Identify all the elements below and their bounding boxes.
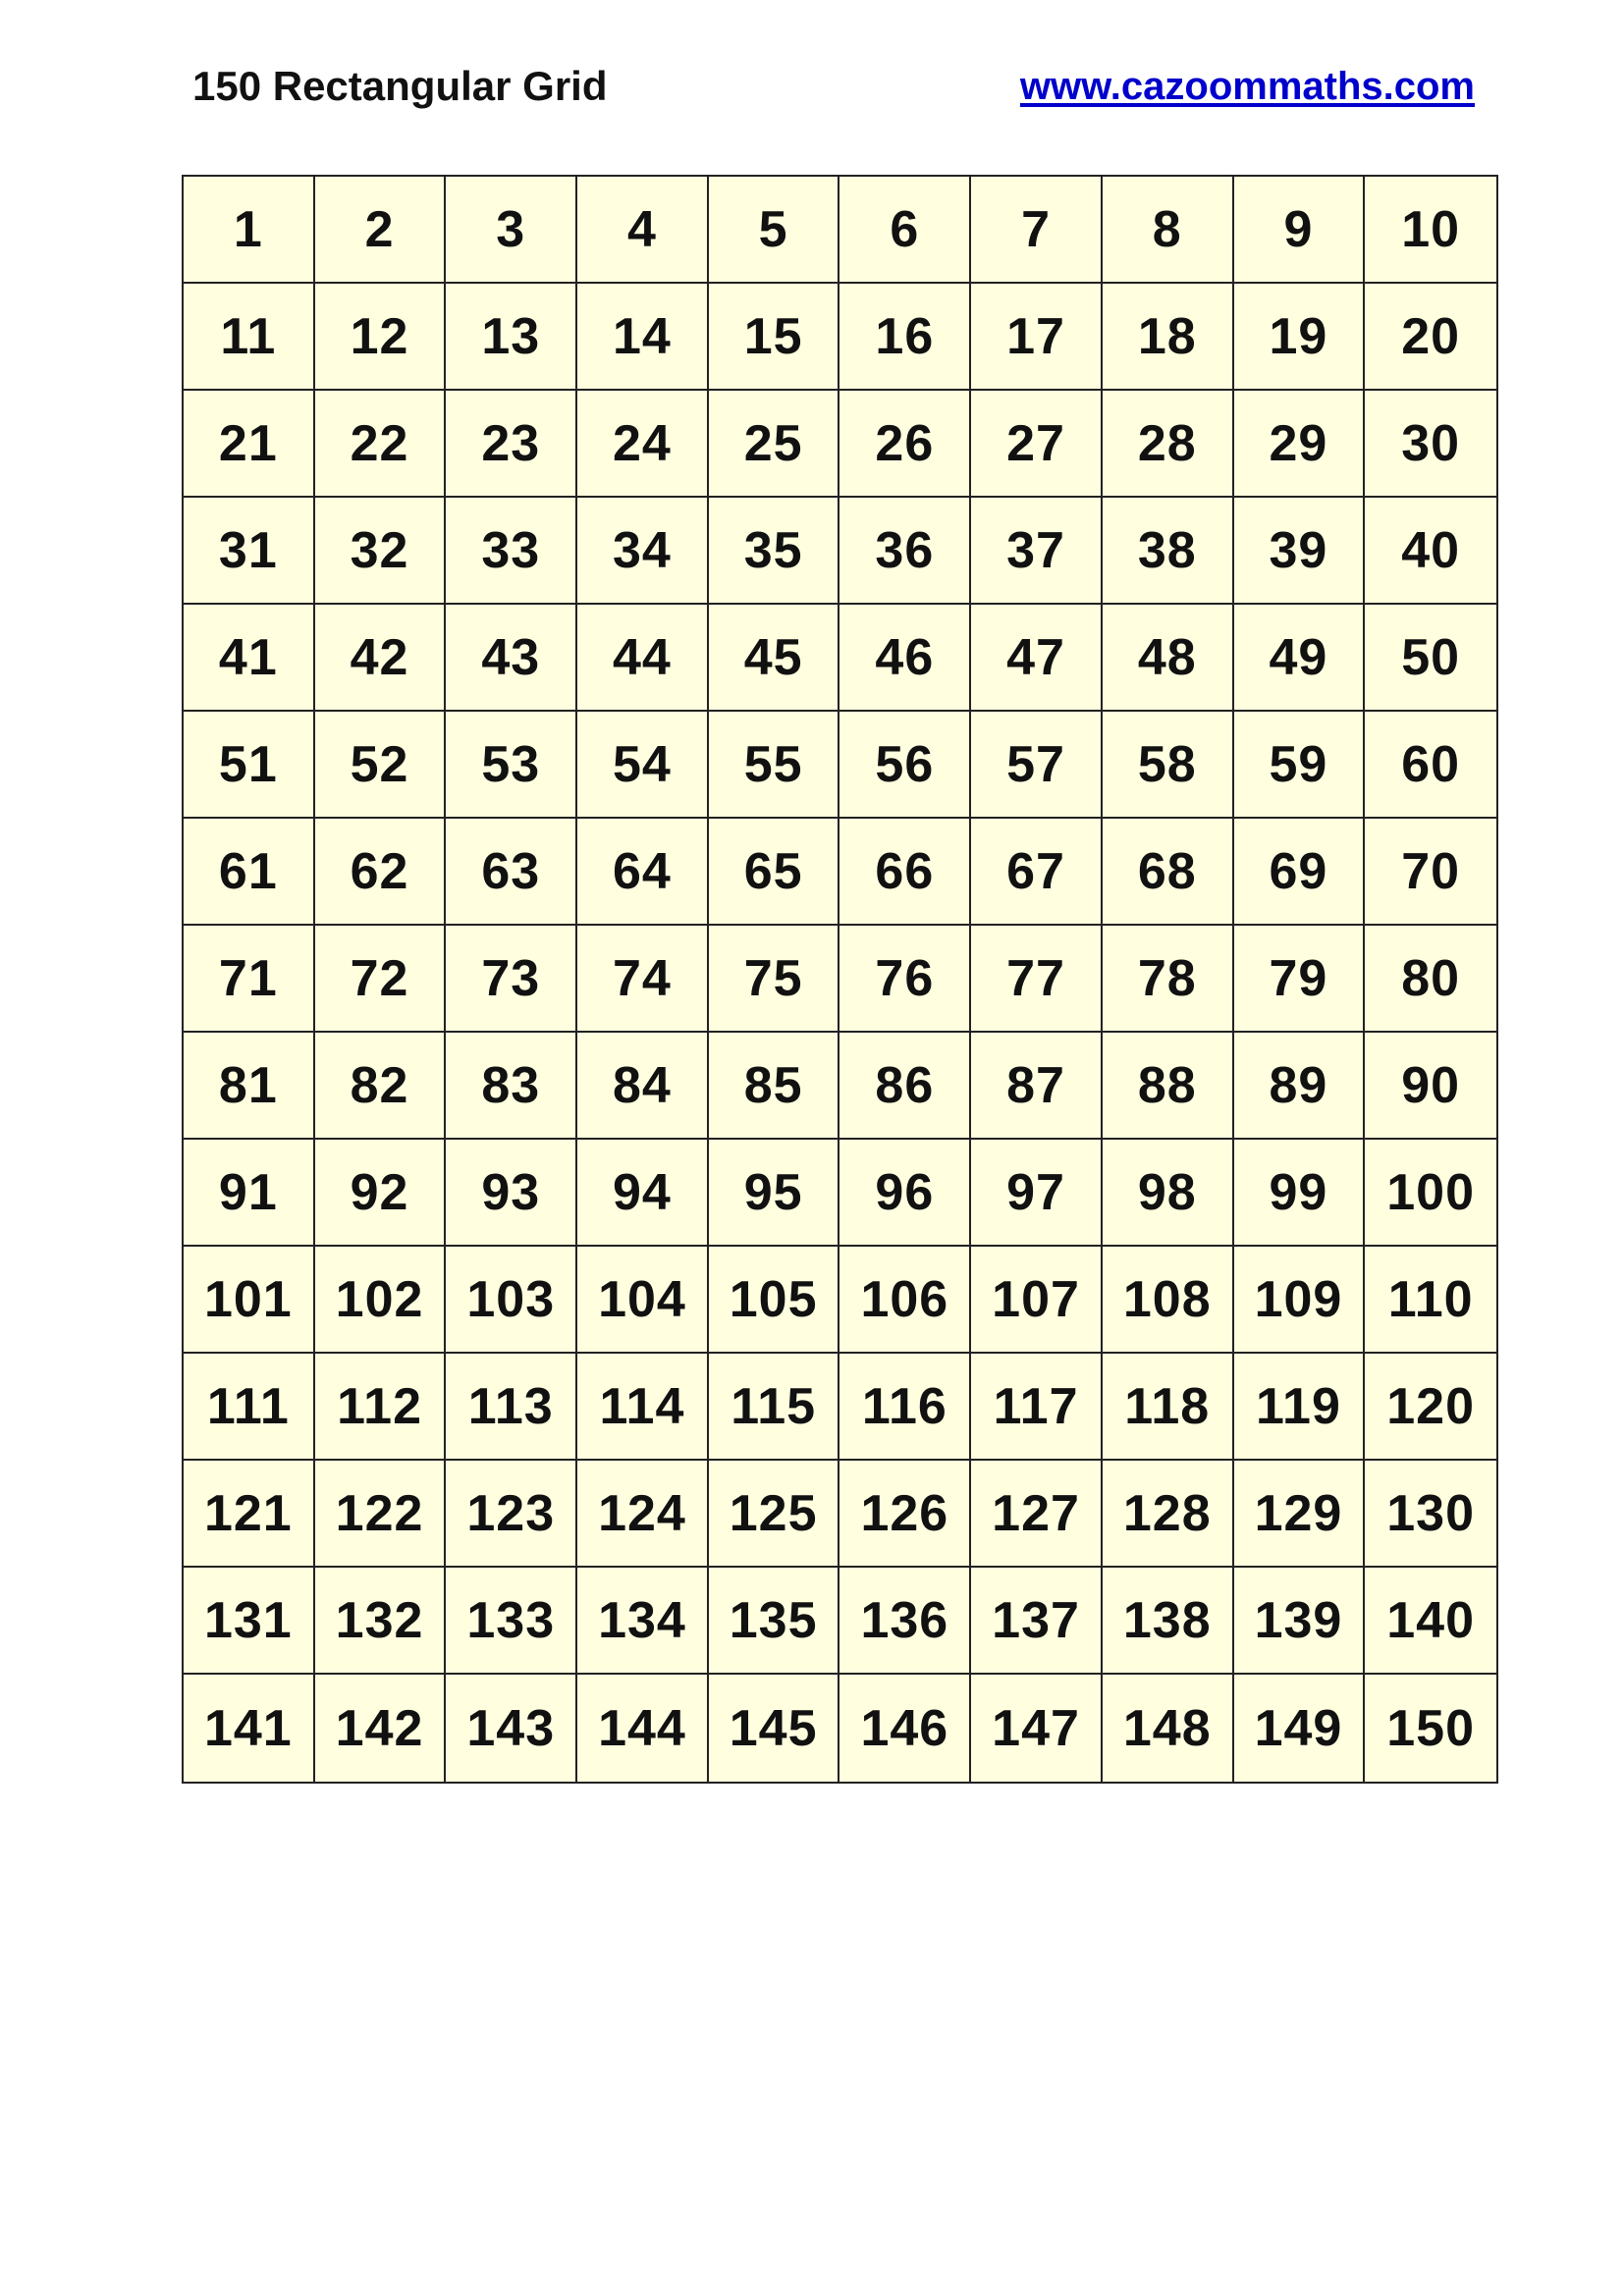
- grid-cell: 4: [577, 177, 709, 284]
- grid-cell: 21: [184, 391, 315, 498]
- grid-cell: 63: [446, 819, 577, 926]
- grid-cell: 111: [184, 1354, 315, 1461]
- grid-cell: 145: [709, 1675, 840, 1782]
- grid-cell: 121: [184, 1461, 315, 1568]
- grid-cell: 12: [315, 284, 447, 391]
- grid-cell: 107: [971, 1247, 1103, 1354]
- grid-cell: 44: [577, 605, 709, 712]
- grid-cell: 2: [315, 177, 447, 284]
- grid-cell: 81: [184, 1033, 315, 1140]
- grid-cell: 56: [839, 712, 971, 819]
- grid-cell: 30: [1365, 391, 1496, 498]
- grid-cell: 43: [446, 605, 577, 712]
- grid-cell: 78: [1103, 926, 1234, 1033]
- grid-cell: 120: [1365, 1354, 1496, 1461]
- grid-cell: 122: [315, 1461, 447, 1568]
- grid-cell: 67: [971, 819, 1103, 926]
- grid-cell: 125: [709, 1461, 840, 1568]
- grid-cell: 23: [446, 391, 577, 498]
- grid-cell: 85: [709, 1033, 840, 1140]
- grid-cell: 3: [446, 177, 577, 284]
- grid-cell: 25: [709, 391, 840, 498]
- grid-cell: 17: [971, 284, 1103, 391]
- grid-cell: 132: [315, 1568, 447, 1675]
- grid-cell: 123: [446, 1461, 577, 1568]
- grid-cell: 37: [971, 498, 1103, 605]
- grid-cell: 113: [446, 1354, 577, 1461]
- grid-cell: 59: [1234, 712, 1366, 819]
- page-title: 150 Rectangular Grid: [192, 63, 608, 109]
- grid-cell: 114: [577, 1354, 709, 1461]
- grid-cell: 139: [1234, 1568, 1366, 1675]
- grid-cell: 47: [971, 605, 1103, 712]
- grid-cell: 99: [1234, 1140, 1366, 1247]
- website-link[interactable]: www.cazoommaths.com: [1019, 65, 1475, 108]
- grid-cell: 38: [1103, 498, 1234, 605]
- grid-cell: 133: [446, 1568, 577, 1675]
- grid-cell: 18: [1103, 284, 1234, 391]
- grid-cell: 149: [1234, 1675, 1366, 1782]
- grid-cell: 42: [315, 605, 447, 712]
- grid-cell: 83: [446, 1033, 577, 1140]
- grid-cell: 14: [577, 284, 709, 391]
- grid-cell: 97: [971, 1140, 1103, 1247]
- grid-cell: 15: [709, 284, 840, 391]
- grid-cell: 104: [577, 1247, 709, 1354]
- grid-cell: 52: [315, 712, 447, 819]
- grid-cell: 89: [1234, 1033, 1366, 1140]
- grid-cell: 105: [709, 1247, 840, 1354]
- grid-cell: 95: [709, 1140, 840, 1247]
- grid-cell: 100: [1365, 1140, 1496, 1247]
- grid-cell: 65: [709, 819, 840, 926]
- grid-cell: 54: [577, 712, 709, 819]
- grid-cell: 115: [709, 1354, 840, 1461]
- grid-cell: 88: [1103, 1033, 1234, 1140]
- grid-cell: 77: [971, 926, 1103, 1033]
- grid-cell: 72: [315, 926, 447, 1033]
- number-grid: [182, 175, 1498, 1784]
- grid-cell: 19: [1234, 284, 1366, 391]
- grid-cell: 51: [184, 712, 315, 819]
- grid-cell: 7: [971, 177, 1103, 284]
- grid-cell: 22: [315, 391, 447, 498]
- grid-cell: 101: [184, 1247, 315, 1354]
- grid-cell: 84: [577, 1033, 709, 1140]
- grid-cell: 36: [839, 498, 971, 605]
- grid-cell: 68: [1103, 819, 1234, 926]
- grid-cell: 1: [184, 177, 315, 284]
- grid-cell: 142: [315, 1675, 447, 1782]
- grid-cell: 130: [1365, 1461, 1496, 1568]
- grid-cell: 26: [839, 391, 971, 498]
- grid-cell: 48: [1103, 605, 1234, 712]
- grid-cell: 119: [1234, 1354, 1366, 1461]
- grid-cell: 147: [971, 1675, 1103, 1782]
- grid-cell: 31: [184, 498, 315, 605]
- grid-cell: 131: [184, 1568, 315, 1675]
- grid-cell: 16: [839, 284, 971, 391]
- grid-cell: 66: [839, 819, 971, 926]
- grid-cell: 55: [709, 712, 840, 819]
- grid-cell: 20: [1365, 284, 1496, 391]
- grid-cell: 135: [709, 1568, 840, 1675]
- grid-cell: 58: [1103, 712, 1234, 819]
- grid-cell: 33: [446, 498, 577, 605]
- grid-cell: 11: [184, 284, 315, 391]
- grid-cell: 150: [1365, 1675, 1496, 1782]
- grid-cell: 41: [184, 605, 315, 712]
- grid-cell: 126: [839, 1461, 971, 1568]
- grid-cell: 138: [1103, 1568, 1234, 1675]
- grid-cell: 134: [577, 1568, 709, 1675]
- grid-cell: 109: [1234, 1247, 1366, 1354]
- grid-cell: 50: [1365, 605, 1496, 712]
- grid-cell: 87: [971, 1033, 1103, 1140]
- grid-cell: 117: [971, 1354, 1103, 1461]
- grid-cell: 10: [1365, 177, 1496, 284]
- grid-cell: 62: [315, 819, 447, 926]
- grid-cell: 79: [1234, 926, 1366, 1033]
- grid-cell: 29: [1234, 391, 1366, 498]
- grid-cell: 82: [315, 1033, 447, 1140]
- grid-cell: 144: [577, 1675, 709, 1782]
- grid-cell: 148: [1103, 1675, 1234, 1782]
- grid-cell: 140: [1365, 1568, 1496, 1675]
- grid-cell: 118: [1103, 1354, 1234, 1461]
- grid-cell: 136: [839, 1568, 971, 1675]
- grid-cell: 27: [971, 391, 1103, 498]
- grid-cell: 91: [184, 1140, 315, 1247]
- grid-cell: 128: [1103, 1461, 1234, 1568]
- grid-cell: 32: [315, 498, 447, 605]
- grid-cell: 39: [1234, 498, 1366, 605]
- grid-cell: 70: [1365, 819, 1496, 926]
- grid-cell: 96: [839, 1140, 971, 1247]
- grid-cell: 143: [446, 1675, 577, 1782]
- grid-cell: 90: [1365, 1033, 1496, 1140]
- grid-cell: 108: [1103, 1247, 1234, 1354]
- grid-cell: 57: [971, 712, 1103, 819]
- grid-cell: 9: [1234, 177, 1366, 284]
- grid-cell: 112: [315, 1354, 447, 1461]
- grid-cell: 94: [577, 1140, 709, 1247]
- grid-cell: 76: [839, 926, 971, 1033]
- grid-cell: 49: [1234, 605, 1366, 712]
- grid-cell: 35: [709, 498, 840, 605]
- grid-cell: 5: [709, 177, 840, 284]
- grid-cell: 60: [1365, 712, 1496, 819]
- grid-cell: 34: [577, 498, 709, 605]
- grid-cell: 103: [446, 1247, 577, 1354]
- grid-cell: 93: [446, 1140, 577, 1247]
- grid-cell: 24: [577, 391, 709, 498]
- grid-cell: 6: [839, 177, 971, 284]
- grid-cell: 127: [971, 1461, 1103, 1568]
- grid-cell: 45: [709, 605, 840, 712]
- grid-cell: 141: [184, 1675, 315, 1782]
- grid-cell: 129: [1234, 1461, 1366, 1568]
- page-header: [192, 57, 1475, 116]
- grid-cell: 46: [839, 605, 971, 712]
- grid-cell: 8: [1103, 177, 1234, 284]
- grid-cell: 75: [709, 926, 840, 1033]
- grid-cell: 28: [1103, 391, 1234, 498]
- grid-cell: 61: [184, 819, 315, 926]
- grid-cell: 80: [1365, 926, 1496, 1033]
- grid-cell: 124: [577, 1461, 709, 1568]
- grid-cell: 102: [315, 1247, 447, 1354]
- grid-cell: 69: [1234, 819, 1366, 926]
- grid-cell: 86: [839, 1033, 971, 1140]
- grid-cell: 64: [577, 819, 709, 926]
- grid-cell: 13: [446, 284, 577, 391]
- grid-cell: 98: [1103, 1140, 1234, 1247]
- grid-cell: 146: [839, 1675, 971, 1782]
- grid-cell: 137: [971, 1568, 1103, 1675]
- grid-cell: 73: [446, 926, 577, 1033]
- grid-cell: 116: [839, 1354, 971, 1461]
- grid-cell: 71: [184, 926, 315, 1033]
- grid-cell: 92: [315, 1140, 447, 1247]
- grid-cell: 74: [577, 926, 709, 1033]
- grid-cell: 106: [839, 1247, 971, 1354]
- grid-cell: 40: [1365, 498, 1496, 605]
- grid-cell: 53: [446, 712, 577, 819]
- grid-cell: 110: [1365, 1247, 1496, 1354]
